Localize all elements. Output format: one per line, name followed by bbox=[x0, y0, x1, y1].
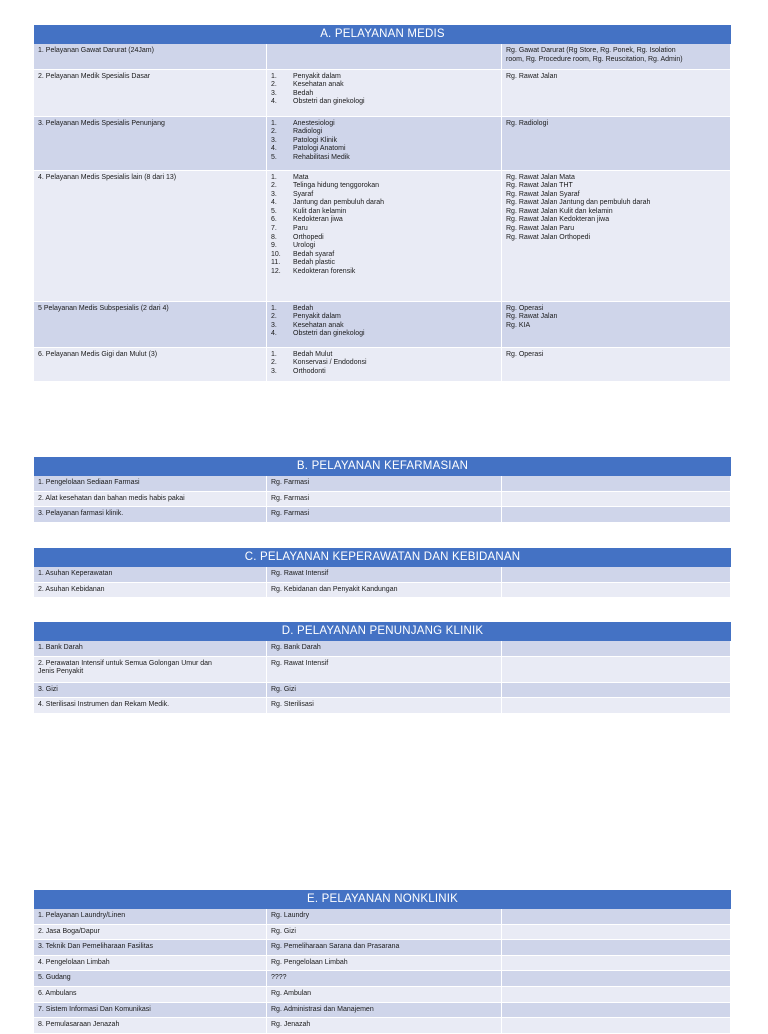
item-number: 1. bbox=[271, 350, 277, 358]
item-label: Orthodonti bbox=[293, 367, 326, 375]
item-number: 7. bbox=[271, 225, 277, 233]
service-cell: 3. Pelayanan Medis Spesialis Penunjang bbox=[34, 116, 267, 170]
item-number: 5. bbox=[271, 207, 277, 215]
item-number: 1. bbox=[271, 304, 277, 312]
item-label: Syaraf bbox=[293, 190, 314, 198]
room-cell: Rg. Rawat Jalan Mata Rg. Rawat Jalan THT Rg. Rawat Jalan Syaraf Rg. Rawat Jalan Jantung dan pembuluh darah Rg. Rawat Jalan Kulit dan kelamin Rg. Rawat Jalan Kedokteran jiwa Rg. Rawat Jalan Paru Rg. Rawat Jalan Orthopedi bbox=[502, 170, 731, 301]
item-label: Kesehatan anak bbox=[293, 321, 344, 329]
section-title: E. PELAYANAN NONKLINIK bbox=[34, 890, 731, 909]
service-cell: 5 Pelayanan Medis Subspesialis (2 dari 4) bbox=[34, 301, 267, 347]
table-row bbox=[34, 1002, 731, 1018]
item-label: Patologi Anatomi bbox=[293, 145, 346, 153]
item-number: 10. bbox=[271, 250, 281, 258]
section-title: C. PELAYANAN KEPERAWATAN DAN KEBIDANAN bbox=[34, 548, 731, 567]
room-cell: Rg. Operasi bbox=[502, 347, 731, 381]
extra-cell bbox=[502, 682, 731, 698]
room-cell: Rg. Gizi bbox=[267, 924, 502, 940]
list-item bbox=[271, 174, 497, 183]
item-label: Rehabilitasi Medik bbox=[293, 153, 350, 161]
service-cell: 1. Pelayanan Gawat Darurat (24Jam) bbox=[34, 44, 267, 69]
item-label: Penyakit dalam bbox=[293, 313, 341, 321]
section-title: B. PELAYANAN KEFARMASIAN bbox=[34, 457, 731, 476]
item-number: 6. bbox=[271, 216, 277, 224]
table-row bbox=[34, 656, 731, 682]
table-row bbox=[34, 116, 731, 170]
table-row bbox=[34, 971, 731, 987]
service-cell: 2. Alat kesehatan dan bahan medis habis pakai bbox=[34, 491, 267, 507]
item-label: Bedah syaraf bbox=[293, 250, 335, 258]
table-row bbox=[34, 347, 731, 381]
subservice-list bbox=[271, 120, 497, 163]
list-item bbox=[271, 359, 497, 368]
list-item bbox=[271, 182, 497, 191]
extra-cell bbox=[502, 940, 731, 956]
room-cell: Rg. Kebidanan dan Penyakit Kandungan bbox=[267, 582, 502, 598]
subservice-list bbox=[271, 351, 497, 377]
extra-cell bbox=[502, 582, 731, 598]
service-cell: 3. Teknik Dan Pemeliharaan Fasilitas bbox=[34, 940, 267, 956]
room-cell: Rg. Farmasi bbox=[267, 491, 502, 507]
item-number: 3. bbox=[271, 190, 277, 198]
list-item bbox=[271, 313, 497, 322]
list-item bbox=[271, 137, 497, 146]
service-cell: 7. Sistem Informasi Dan Komunikasi bbox=[34, 1002, 267, 1018]
room-cell: Rg. Farmasi bbox=[267, 476, 502, 491]
service-cell: 2. Asuhan Kebidanan bbox=[34, 582, 267, 598]
item-number: 5. bbox=[271, 153, 277, 161]
table-row bbox=[34, 476, 731, 491]
item-label: Kedokteran forensik bbox=[293, 268, 356, 276]
section-pelayanan-keperawatan bbox=[34, 548, 731, 598]
extra-cell bbox=[502, 641, 731, 656]
item-label: Anestesiologi bbox=[293, 119, 335, 127]
item-label: Patologi Klinik bbox=[293, 136, 337, 144]
list-item bbox=[271, 368, 497, 377]
room-cell: Rg. Operasi Rg. Rawat Jalan Rg. KIA bbox=[502, 301, 731, 347]
list-item bbox=[271, 145, 497, 154]
item-number: 2. bbox=[271, 359, 277, 367]
service-cell: 2. Pelayanan Medik Spesialis Dasar bbox=[34, 69, 267, 116]
section-table bbox=[34, 567, 731, 598]
service-cell: 2. Perawatan Intensif untuk Semua Golongan Umur dan Jenis Penyakit bbox=[34, 656, 267, 682]
list-item bbox=[271, 225, 497, 234]
extra-cell bbox=[502, 909, 731, 924]
extra-cell bbox=[502, 1002, 731, 1018]
list-item bbox=[271, 322, 497, 331]
item-number: 3. bbox=[271, 367, 277, 375]
room-cell: Rg. Sterilisasi bbox=[267, 698, 502, 714]
item-number: 1. bbox=[271, 72, 277, 80]
table-row bbox=[34, 507, 731, 523]
table-row bbox=[34, 698, 731, 714]
table-row bbox=[34, 940, 731, 956]
list-item bbox=[271, 73, 497, 82]
list-item bbox=[271, 98, 497, 107]
table-row bbox=[34, 582, 731, 598]
extra-cell bbox=[502, 491, 731, 507]
section-pelayanan-medis bbox=[34, 25, 731, 382]
item-number: 4. bbox=[271, 199, 277, 207]
item-number: 2. bbox=[271, 128, 277, 136]
room-cell: Rg. Gizi bbox=[267, 682, 502, 698]
item-number: 8. bbox=[271, 233, 277, 241]
list-item bbox=[271, 242, 497, 251]
table-row bbox=[34, 924, 731, 940]
item-number: 4. bbox=[271, 98, 277, 106]
table-row bbox=[34, 955, 731, 971]
list-item bbox=[271, 199, 497, 208]
subservice-cell bbox=[267, 301, 502, 347]
table-row bbox=[34, 69, 731, 116]
room-cell: Rg. Rawat Jalan bbox=[502, 69, 731, 116]
item-label: Bedah plastic bbox=[293, 259, 336, 267]
item-number: 4. bbox=[271, 330, 277, 338]
extra-cell bbox=[502, 507, 731, 523]
list-item bbox=[271, 216, 497, 225]
item-number: 12. bbox=[271, 268, 281, 276]
extra-cell bbox=[502, 567, 731, 582]
service-cell: 1. Bank Darah bbox=[34, 641, 267, 656]
item-label: Mata bbox=[293, 173, 309, 181]
list-item bbox=[271, 351, 497, 360]
item-number: 11. bbox=[271, 259, 281, 267]
service-cell: 8. Pemulasaraan Jenazah bbox=[34, 1018, 267, 1034]
subservice-list bbox=[271, 174, 497, 277]
item-number: 2. bbox=[271, 313, 277, 321]
service-cell: 1. Pelayanan Laundry/Linen bbox=[34, 909, 267, 924]
item-label: Konservasi / Endodonsi bbox=[293, 359, 367, 367]
table-row bbox=[34, 170, 731, 301]
table-row bbox=[34, 682, 731, 698]
table-row bbox=[34, 641, 731, 656]
room-cell: Rg. Bank Darah bbox=[267, 641, 502, 656]
item-label: Bedah bbox=[293, 89, 314, 97]
section-table bbox=[34, 641, 731, 714]
item-label: Jantung dan pembuluh darah bbox=[293, 199, 385, 207]
table-row bbox=[34, 1018, 731, 1034]
list-item bbox=[271, 90, 497, 99]
room-cell: Rg. Administrasi dan Manajemen bbox=[267, 1002, 502, 1018]
subservice-cell bbox=[267, 44, 502, 69]
extra-cell bbox=[502, 656, 731, 682]
service-cell: 4. Pelayanan Medis Spesialis lain (8 dari 13) bbox=[34, 170, 267, 301]
section-pelayanan-kefarmasian bbox=[34, 457, 731, 523]
item-number: 3. bbox=[271, 89, 277, 97]
item-number: 2. bbox=[271, 81, 277, 89]
room-cell: Rg. Radiologi bbox=[502, 116, 731, 170]
item-label: Telinga hidung tenggorokan bbox=[293, 182, 380, 190]
section-pelayanan-nonklinik bbox=[34, 890, 731, 1034]
extra-cell bbox=[502, 1018, 731, 1034]
item-label: Radiologi bbox=[293, 128, 323, 136]
item-number: 1. bbox=[271, 173, 277, 181]
extra-cell bbox=[502, 476, 731, 491]
room-cell: Rg. Laundry bbox=[267, 909, 502, 924]
subservice-cell bbox=[267, 116, 502, 170]
list-item bbox=[271, 120, 497, 129]
list-item bbox=[271, 259, 497, 268]
item-label: Obstetri dan ginekologi bbox=[293, 330, 365, 338]
service-cell: 2. Jasa Boga/Dapur bbox=[34, 924, 267, 940]
service-cell: 6. Ambulans bbox=[34, 986, 267, 1002]
room-cell: ???? bbox=[267, 971, 502, 987]
service-cell: 3. Gizi bbox=[34, 682, 267, 698]
room-cell: Rg. Farmasi bbox=[267, 507, 502, 523]
list-item bbox=[271, 251, 497, 260]
section-table bbox=[34, 44, 731, 382]
list-item bbox=[271, 268, 497, 277]
list-item bbox=[271, 154, 497, 163]
list-item bbox=[271, 330, 497, 339]
item-number: 9. bbox=[271, 242, 277, 250]
list-item bbox=[271, 234, 497, 243]
extra-cell bbox=[502, 955, 731, 971]
extra-cell bbox=[502, 924, 731, 940]
item-number: 1. bbox=[271, 119, 277, 127]
service-cell: 5. Gudang bbox=[34, 971, 267, 987]
section-pelayanan-penunjang-klinik bbox=[34, 622, 731, 714]
item-label: Kedokteran jiwa bbox=[293, 216, 343, 224]
item-number: 3. bbox=[271, 136, 277, 144]
extra-cell bbox=[502, 986, 731, 1002]
room-cell: Rg. Rawat Intensif bbox=[267, 656, 502, 682]
extra-cell bbox=[502, 971, 731, 987]
item-label: Paru bbox=[293, 225, 308, 233]
table-row bbox=[34, 301, 731, 347]
service-cell: 6. Pelayanan Medis Gigi dan Mulut (3) bbox=[34, 347, 267, 381]
room-cell: Rg. Pengelolaan Limbah bbox=[267, 955, 502, 971]
subservice-cell bbox=[267, 347, 502, 381]
table-row bbox=[34, 491, 731, 507]
list-item bbox=[271, 305, 497, 314]
list-item bbox=[271, 191, 497, 200]
item-label: Kulit dan kelamin bbox=[293, 207, 347, 215]
service-cell: 1. Pengelolaan Sediaan Farmasi bbox=[34, 476, 267, 491]
subservice-list bbox=[271, 73, 497, 107]
service-cell: 4. Pengelolaan Limbah bbox=[34, 955, 267, 971]
section-title: D. PELAYANAN PENUNJANG KLINIK bbox=[34, 622, 731, 641]
item-number: 2. bbox=[271, 182, 277, 190]
subservice-cell bbox=[267, 170, 502, 301]
section-table bbox=[34, 476, 731, 523]
item-number: 4. bbox=[271, 145, 277, 153]
item-number: 3. bbox=[271, 321, 277, 329]
service-cell: 4. Sterilisasi Instrumen dan Rekam Medik. bbox=[34, 698, 267, 714]
subservice-list bbox=[271, 305, 497, 339]
service-cell: 3. Pelayanan farmasi klinik. bbox=[34, 507, 267, 523]
item-label: Kesehatan anak bbox=[293, 81, 344, 89]
item-label: Penyakit dalam bbox=[293, 72, 341, 80]
item-label: Bedah bbox=[293, 304, 314, 312]
room-cell: Rg. Gawat Darurat (Rg Store, Rg. Ponek, Rg. Isolation room, Rg. Procedure room, Rg. Reuscitation, Rg. Admin) bbox=[502, 44, 731, 69]
table-row bbox=[34, 44, 731, 69]
section-title: A. PELAYANAN MEDIS bbox=[34, 25, 731, 44]
item-label: Orthopedi bbox=[293, 233, 324, 241]
item-label: Obstetri dan ginekologi bbox=[293, 98, 365, 106]
section-table bbox=[34, 909, 731, 1034]
list-item bbox=[271, 208, 497, 217]
extra-cell bbox=[502, 698, 731, 714]
item-label: Bedah Mulut bbox=[293, 350, 333, 358]
room-cell: Rg. Jenazah bbox=[267, 1018, 502, 1034]
item-label: Urologi bbox=[293, 242, 316, 250]
room-cell: Rg. Pemeliharaan Sarana dan Prasarana bbox=[267, 940, 502, 956]
list-item bbox=[271, 128, 497, 137]
subservice-cell bbox=[267, 69, 502, 116]
table-row bbox=[34, 567, 731, 582]
table-row bbox=[34, 909, 731, 924]
room-cell: Rg. Rawat Intensif bbox=[267, 567, 502, 582]
room-cell: Rg. Ambulan bbox=[267, 986, 502, 1002]
list-item bbox=[271, 81, 497, 90]
table-row bbox=[34, 986, 731, 1002]
service-cell: 1. Asuhan Keperawatan bbox=[34, 567, 267, 582]
